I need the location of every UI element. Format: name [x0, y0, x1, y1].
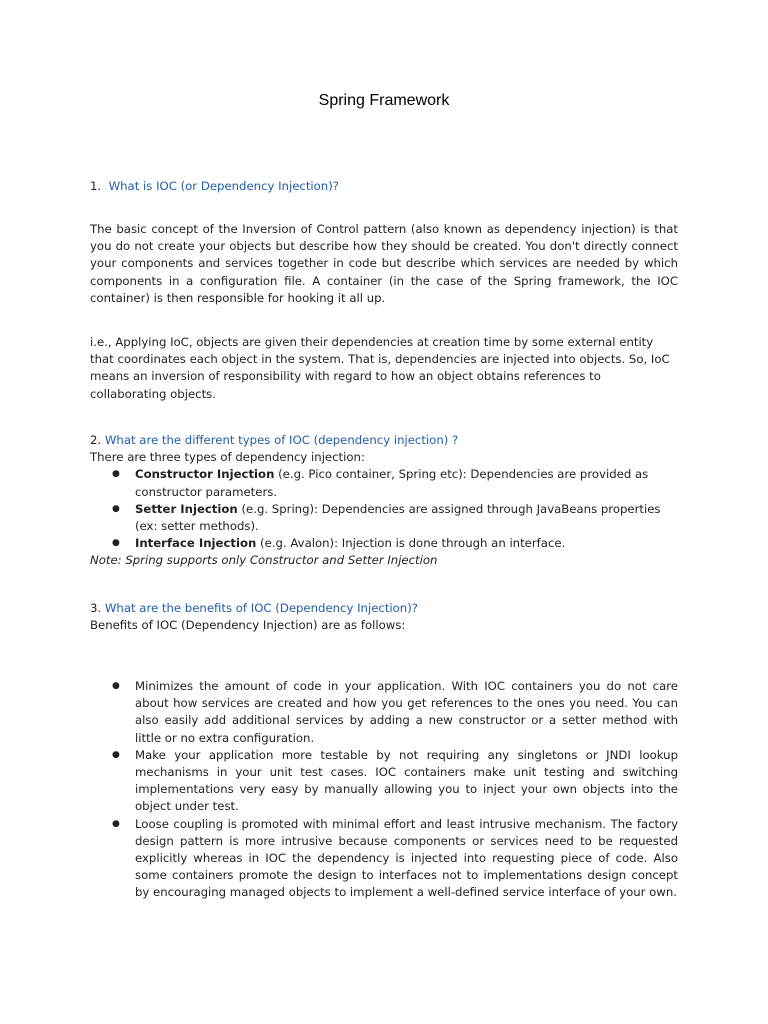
list-item — [90, 747, 678, 816]
section-3 — [90, 600, 678, 634]
section-2-number: 2. — [90, 433, 102, 447]
benefits-list — [90, 678, 678, 902]
list-item — [90, 501, 678, 535]
bullet-icon: ● — [112, 681, 120, 691]
bullet-icon: ● — [112, 818, 120, 829]
list-item — [90, 535, 678, 552]
list-item — [90, 816, 678, 902]
bullet-icon: ● — [112, 503, 120, 514]
list-item-desc: (e.g. Pico container, Spring etc): Dependencies are provided as constructor parameters. — [135, 467, 649, 499]
list-item-text: Minimizes the amount of code in your application. With IOC containers you do not care about how services are created and how you get references to the ones you need. You can also easily add additional services by adding a new constructor or a setter method with little or no extra configuration. — [135, 679, 678, 745]
section-1 — [90, 178, 678, 195]
injection-types-list — [90, 466, 678, 552]
list-item-term: Setter Injection — [135, 501, 238, 516]
section-1-title: What is IOC (or Dependency Injection)? — [108, 179, 339, 193]
section-1-paragraph-1: The basic concept of the Inversion of Control pattern (also known as dependency injection) is that you do not create your objects but describe how they should be created. You don't directly connect your components and services together in code but describe which services are needed by which components in a configuration file. A container (in the case of the Spring framework, the IOC container) is then responsible for hooking it all up. — [90, 222, 678, 305]
bullet-icon: ● — [112, 749, 120, 760]
list-item-text: Make your application more testable by not requiring any singletons or JNDI lookup mechanisms in your unit test cases. IOC containers make unit testing and switching implementations very easy by manually allowing you to inject your own objects into the object under test. — [135, 747, 678, 814]
list-item — [90, 678, 678, 747]
list-item-desc: (e.g. Spring): Dependencies are assigned through JavaBeans properties (ex: setter methods). — [135, 501, 661, 534]
bullet-icon: ● — [112, 469, 120, 480]
list-item-desc: (e.g. Avalon): Injection is done through an interface. — [256, 536, 566, 551]
section-2-note: Note: Spring supports only Constructor and Setter Injection — [90, 553, 438, 568]
section-3-title: What are the benefits of IOC (Dependency Injection)? — [104, 601, 418, 615]
section-1-paragraph-2: i.e., Applying IoC, objects are given their dependencies at creation time by some external entity that coordinates each object in the system. That is, dependencies are injected into objects. So, IoC means an inversion of responsibility with regard to how an object obtains references to collaborating objects. — [90, 335, 670, 401]
section-1-heading — [90, 178, 678, 195]
benefits-list-container — [90, 678, 678, 902]
section-2-intro: There are three types of dependency injection: — [90, 450, 365, 465]
list-item-text: Loose coupling is promoted with minimal effort and least intrusive mechanism. The factory design pattern is more intrusive because components or services need to be requested explicitly whereas in IOC the dependency is injected into requesting piece of code. Also some containers promote the design to interfaces not to implementations design concept by encouraging managed objects to implement a well-defined service interface of your own. — [135, 816, 678, 900]
section-3-heading — [90, 600, 678, 617]
document-title: Spring Framework — [318, 92, 450, 109]
section-3-intro: Benefits of IOC (Dependency Injection) are as follows: — [90, 618, 406, 633]
list-item — [90, 466, 678, 500]
list-item-term: Constructor Injection — [135, 467, 275, 482]
section-2-heading — [90, 432, 678, 449]
bullet-icon: ● — [112, 538, 120, 549]
section-1-number: 1. — [90, 179, 102, 193]
section-2 — [90, 432, 678, 570]
section-2-title: What are the different types of IOC (dependency injection) ? — [104, 433, 459, 447]
list-item-term: Interface Injection — [135, 536, 257, 551]
section-3-number: 3. — [90, 601, 102, 615]
